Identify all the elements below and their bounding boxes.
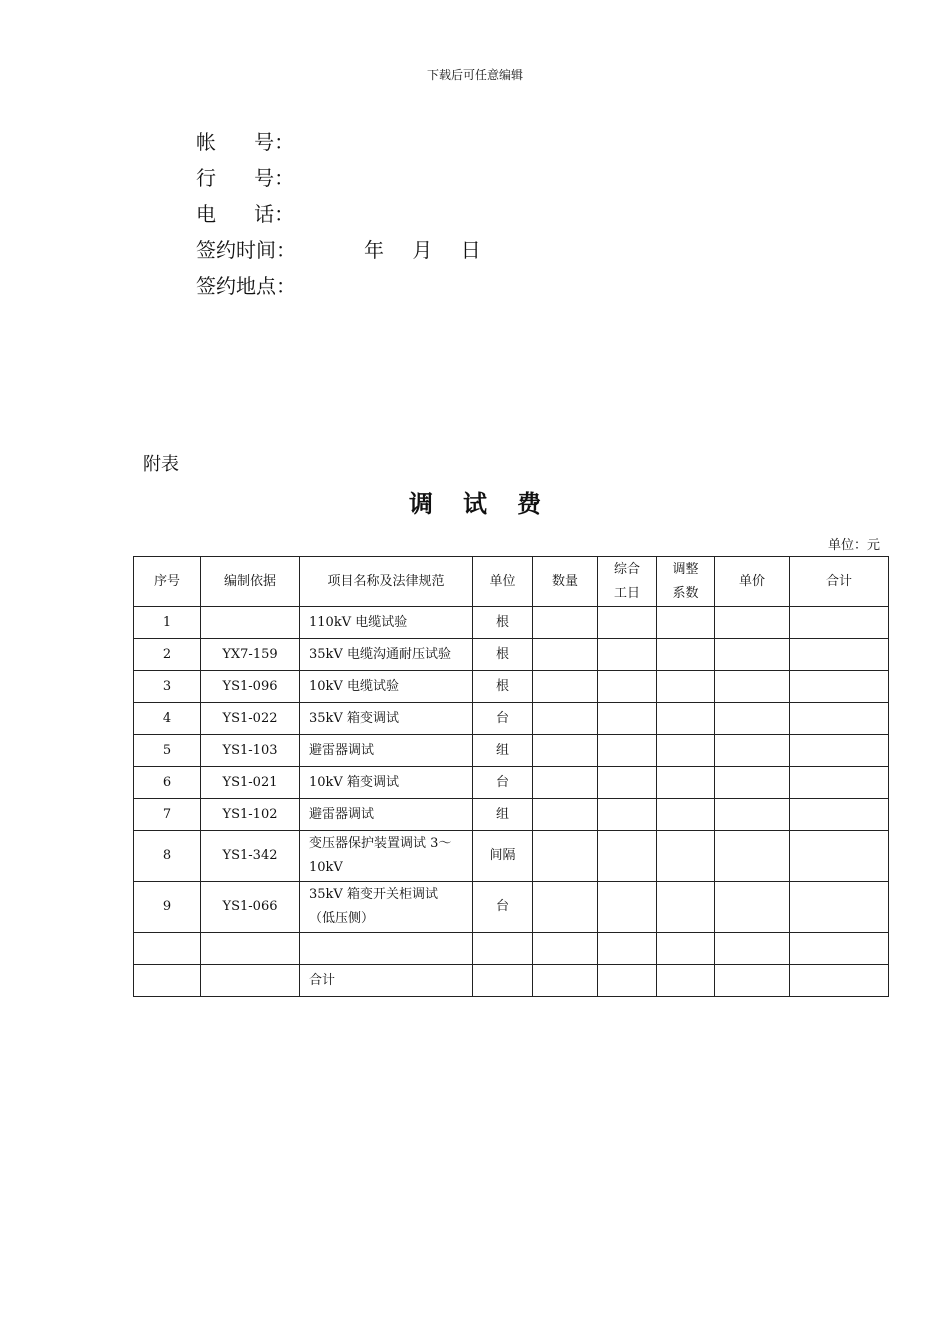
cell-seq: 6 — [134, 767, 201, 799]
date-month: 月 — [412, 237, 433, 262]
cell-basis: YS1-022 — [201, 703, 300, 735]
cell-price — [715, 607, 790, 639]
cell-unit: 台 — [473, 882, 533, 933]
cell-unit: 组 — [473, 735, 533, 767]
header-basis: 编制依据 — [201, 557, 300, 607]
cell-item: 10kV 电缆试验 — [300, 671, 473, 703]
table-row — [134, 671, 889, 703]
cell-coefficient — [657, 735, 715, 767]
cell-price — [715, 831, 790, 882]
cell-seq — [134, 965, 201, 997]
table-row — [134, 767, 889, 799]
cell-price — [715, 965, 790, 997]
cell-item-line2: 10kV — [309, 860, 343, 875]
cell-total — [790, 639, 889, 671]
cell-unit: 根 — [473, 671, 533, 703]
cell-seq: 8 — [134, 831, 201, 882]
cell-unit: 根 — [473, 639, 533, 671]
cell-item-line1: 35kV 箱变开关柜调试 — [309, 887, 438, 902]
cell-price — [715, 882, 790, 933]
header-coefficient-line1: 调整 — [672, 561, 699, 577]
cell-seq: 2 — [134, 639, 201, 671]
cell-qty — [533, 607, 598, 639]
cell-workday — [598, 933, 657, 965]
cell-coefficient — [657, 831, 715, 882]
cell-total — [790, 799, 889, 831]
cell-unit — [473, 965, 533, 997]
date-day: 日 — [460, 237, 481, 262]
cell-qty — [533, 933, 598, 965]
header-seq: 序号 — [134, 557, 201, 607]
cell-price — [715, 735, 790, 767]
cell-total — [790, 933, 889, 965]
cell-item: 10kV 箱变调试 — [300, 767, 473, 799]
cell-coefficient — [657, 882, 715, 933]
phone-field — [196, 194, 503, 230]
cell-basis: YS1-021 — [201, 767, 300, 799]
cell-unit: 根 — [473, 607, 533, 639]
cell-item: 110kV 电缆试验 — [300, 607, 473, 639]
cell-item — [300, 882, 473, 933]
cell-basis — [201, 933, 300, 965]
cell-qty — [533, 882, 598, 933]
cell-price — [715, 933, 790, 965]
cell-workday — [598, 735, 657, 767]
cell-seq: 7 — [134, 799, 201, 831]
table-row — [134, 735, 889, 767]
cell-unit: 组 — [473, 799, 533, 831]
table-row — [134, 799, 889, 831]
cell-workday — [598, 882, 657, 933]
cell-total — [790, 831, 889, 882]
cell-basis: YS1-103 — [201, 735, 300, 767]
table-title: 调试费 — [409, 489, 571, 518]
table-row — [134, 639, 889, 671]
cell-total — [790, 767, 889, 799]
cell-qty — [533, 671, 598, 703]
appendix-label: 附表 — [143, 454, 179, 475]
commissioning-fee-table — [133, 556, 889, 997]
cell-seq: 4 — [134, 703, 201, 735]
cell-basis: YX7-159 — [201, 639, 300, 671]
cell-unit: 台 — [473, 703, 533, 735]
header-qty: 数量 — [533, 557, 598, 607]
cell-item: 35kV 箱变调试 — [300, 703, 473, 735]
cell-qty — [533, 639, 598, 671]
cell-basis — [201, 607, 300, 639]
cell-qty — [533, 799, 598, 831]
unit-note: 单位：元 — [827, 538, 880, 553]
account-field — [196, 122, 503, 158]
cell-price — [715, 799, 790, 831]
table-row — [134, 882, 889, 933]
cell-item: 避雷器调试 — [300, 735, 473, 767]
phone-label: 电 话： — [196, 201, 295, 226]
header-coefficient — [657, 557, 715, 607]
cell-total — [790, 671, 889, 703]
cell-item — [300, 933, 473, 965]
cell-seq — [134, 933, 201, 965]
cell-total — [790, 965, 889, 997]
cell-seq: 5 — [134, 735, 201, 767]
table-row-total — [134, 965, 889, 997]
table-row — [134, 933, 889, 965]
cell-seq: 3 — [134, 671, 201, 703]
sign-place-field — [196, 266, 503, 302]
cell-item-line1: 变压器保护装置调试 3～ — [309, 836, 452, 851]
cell-price — [715, 671, 790, 703]
cell-qty — [533, 703, 598, 735]
cell-item — [300, 831, 473, 882]
cell-coefficient — [657, 607, 715, 639]
header-total: 合计 — [790, 557, 889, 607]
sign-time-label: 签约时间： — [196, 237, 296, 262]
header-price: 单价 — [715, 557, 790, 607]
contract-fields — [196, 122, 503, 302]
cell-coefficient — [657, 767, 715, 799]
date-year: 年 — [364, 237, 384, 262]
cell-workday — [598, 639, 657, 671]
cell-unit: 台 — [473, 767, 533, 799]
cell-price — [715, 639, 790, 671]
bank-number-label: 行 号： — [196, 165, 295, 190]
cell-qty — [533, 735, 598, 767]
cell-workday — [598, 767, 657, 799]
cell-coefficient — [657, 639, 715, 671]
cell-coefficient — [657, 933, 715, 965]
table-header-row — [134, 557, 889, 607]
cell-qty — [533, 767, 598, 799]
cell-workday — [598, 607, 657, 639]
sign-date — [364, 234, 503, 263]
cell-workday — [598, 831, 657, 882]
cell-item: 合计 — [300, 965, 473, 997]
cell-unit — [473, 933, 533, 965]
cell-basis: YS1-102 — [201, 799, 300, 831]
cell-qty — [533, 831, 598, 882]
cell-workday — [598, 703, 657, 735]
header-workday-line1: 综合 — [613, 561, 640, 577]
cell-coefficient — [657, 965, 715, 997]
cell-total — [790, 882, 889, 933]
cell-unit: 间隔 — [473, 831, 533, 882]
cell-workday — [598, 671, 657, 703]
cell-seq: 1 — [134, 607, 201, 639]
cell-price — [715, 767, 790, 799]
header-unit: 单位 — [473, 557, 533, 607]
cell-coefficient — [657, 671, 715, 703]
cell-item: 35kV 电缆沟通耐压试验 — [300, 639, 473, 671]
cell-total — [790, 735, 889, 767]
table-row — [134, 703, 889, 735]
table-row — [134, 607, 889, 639]
cell-workday — [598, 965, 657, 997]
header-coefficient-line2: 系数 — [672, 585, 699, 601]
cell-coefficient — [657, 799, 715, 831]
cell-price — [715, 703, 790, 735]
cell-total — [790, 607, 889, 639]
cell-total — [790, 703, 889, 735]
cell-item: 避雷器调试 — [300, 799, 473, 831]
cell-basis: YS1-096 — [201, 671, 300, 703]
table-row — [134, 831, 889, 882]
account-label: 帐 号： — [196, 129, 295, 154]
cell-workday — [598, 799, 657, 831]
cell-qty — [533, 965, 598, 997]
cell-item-line2: （低压侧） — [309, 911, 375, 926]
sign-time-field — [196, 230, 503, 266]
cell-seq: 9 — [134, 882, 201, 933]
cell-basis — [201, 965, 300, 997]
header-note: 下载后可任意编辑 — [426, 68, 523, 82]
bank-number-field — [196, 158, 503, 194]
cell-basis: YS1-342 — [201, 831, 300, 882]
header-workday-line2: 工日 — [613, 585, 640, 601]
sign-place-label: 签约地点： — [196, 273, 296, 298]
header-item: 项目名称及法律规范 — [300, 557, 473, 607]
cell-coefficient — [657, 703, 715, 735]
cell-basis: YS1-066 — [201, 882, 300, 933]
header-workday — [598, 557, 657, 607]
